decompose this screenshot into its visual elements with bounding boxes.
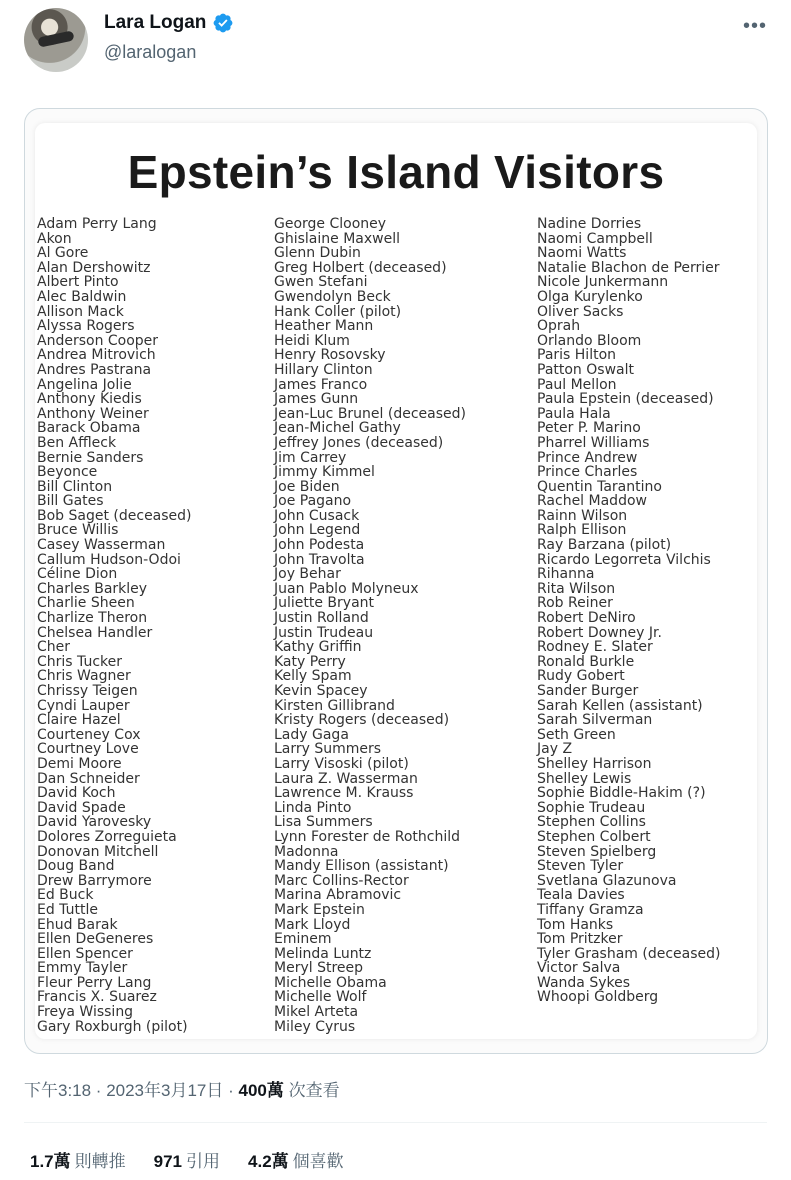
visitor-name: Madonna [274,843,339,860]
visitor-name: Prince Charles [537,464,638,481]
visitor-name: Jean-Luc Brunel (deceased) [274,405,466,422]
visitor-name: James Franco [274,376,368,393]
visitor-name: Linda Pinto [274,799,352,816]
visitor-name: Andres Pastrana [37,361,152,378]
visitor-name: Jeffrey Jones (deceased) [274,434,444,451]
visitor-name: Eminem [274,931,332,948]
visitor-name: Steven Spielberg [537,843,657,860]
visitor-name: Kelly Spam [274,668,352,685]
visitor-name: Juan Pablo Molyneux [274,580,419,597]
visitor-name: Mark Epstein [274,901,365,918]
visitor-name: Rudy Gobert [537,668,625,685]
visitor-name: George Clooney [274,216,387,232]
visitor-name: Andrea Mitrovich [37,347,156,364]
quotes-stat[interactable] [154,1147,220,1172]
likes-count: 4.2萬 [248,1152,289,1171]
visitor-name: Rachel Maddow [537,493,647,510]
visitor-name: Sophie Biddle-Hakim (?) [537,785,706,802]
visitor-name: Charles Barkley [37,580,148,597]
visitor-name: Rihanna [537,566,595,583]
visitor-name: Bernie Sanders [37,449,144,466]
author-handle[interactable]: @laralogan [104,42,197,62]
visitor-name: Rita Wilson [537,580,616,597]
visitor-name: Sarah Silverman [537,712,653,729]
visitor-name: Fleur Perry Lang [37,974,152,991]
visitor-name: Akon [37,230,72,247]
visitor-name: Lawrence M. Krauss [274,785,414,802]
visitor-name: John Podesta [274,537,365,554]
visitor-name: Sophie Trudeau [537,799,646,816]
visitor-name: Orlando Bloom [537,332,642,349]
visitor-name: Anthony Kiedis [37,391,142,408]
visitor-name: Jean-Michel Gathy [274,420,401,437]
visitor-name: Steven Tyler [537,858,624,875]
visitor-name: Marina Abramovic [274,887,402,904]
timestamp[interactable]: 下午3:18 · 2023年3月17日 · [24,1081,239,1100]
visitor-name: Alan Dershowitz [37,259,151,276]
visitor-name: Chelsea Handler [37,624,153,641]
visitor-name: Rob Reiner [537,595,613,612]
visitor-name: Claire Hazel [37,712,121,729]
visitor-name: Shelley Lewis [537,770,632,787]
visitor-name: Tom Hanks [537,916,614,933]
visitor-name: Dan Schneider [37,770,140,787]
visitor-name: Lisa Summers [274,814,373,831]
likes-stat[interactable] [248,1147,344,1172]
quotes-count: 971 [153,1152,183,1171]
visitor-name: Ray Barzana (pilot) [537,537,672,554]
visitor-name: Tom Pritzker [537,931,623,948]
visitor-name: Albert Pinto [37,274,119,291]
visitor-name: Hillary Clinton [274,361,373,378]
visitor-name: Mandy Ellison (assistant) [274,858,449,875]
visitor-name: Katy Perry [274,653,346,670]
visitor-name: Ellen Spencer [37,945,133,962]
names-column-2 [274,217,466,1034]
visitor-name: Alyssa Rogers [37,318,135,335]
visitor-name: Seth Green [537,726,616,743]
visitor-name: Lady Gaga [274,726,349,743]
visitor-name: Glenn Dubin [274,245,361,262]
visitor-name: Donovan Mitchell [37,843,159,860]
visitor-name: Céline Dion [37,566,118,583]
visitor-name: Chris Wagner [37,668,131,685]
visitor-name: Justin Rolland [274,610,369,627]
visitor-name: Henry Rosovsky [274,347,386,364]
visitor-name: Paula Epstein (deceased) [537,391,714,408]
visitor-name: Bob Saget (deceased) [37,507,192,524]
visitor-name: Melinda Luntz [274,945,372,962]
visitor-name: Lynn Forester de Rothchild [274,828,460,845]
likes-label: 個喜歡 [292,1152,344,1171]
visitor-name: Gwen Stefani [274,274,368,291]
visitor-name: Courteney Cox [37,726,141,743]
visitor-name: Marc Collins-Rector [274,872,409,889]
visitor-name: Kristy Rogers (deceased) [274,712,450,729]
visitor-name: Paris Hilton [537,347,617,364]
visitor-name: Whoopi Goldberg [537,989,659,1006]
visitor-name: Ralph Ellison [537,522,627,539]
visitor-name: Naomi Campbell [537,230,653,247]
visitor-name: Joe Biden [274,478,340,495]
visitor-name: Courtney Love [37,741,139,758]
retweets-stat[interactable] [30,1147,126,1172]
avatar[interactable] [24,8,88,72]
visitor-name: Alec Baldwin [37,288,127,305]
visitor-name: Michelle Wolf [274,989,367,1006]
visitor-name: John Travolta [274,551,365,568]
visitor-name: Shelley Harrison [537,755,652,772]
image-title: Epstein’s Island Visitors [127,146,665,198]
visitor-name: Larry Visoski (pilot) [274,755,409,772]
verified-badge-icon [212,12,234,34]
visitor-name: Hank Coller (pilot) [274,303,402,320]
retweets-label: 則轉推 [74,1152,126,1171]
visitor-name: Angelina Jolie [37,376,132,393]
visitor-name: John Legend [274,522,361,539]
visitor-name: Prince Andrew [537,449,638,466]
visitor-name: Barack Obama [37,420,141,437]
tweet-image[interactable] [24,108,768,1054]
visitor-name: Bill Gates [37,493,104,510]
divider [24,1122,767,1123]
engagement-stats [30,1147,344,1172]
visitor-name: David Koch [37,785,116,802]
visitor-name: Kevin Spacey [274,683,368,699]
visitor-name: Patton Oswalt [537,361,634,378]
visitor-name: Emmy Tayler [37,960,128,977]
visitor-name: Kirsten Gillibrand [274,697,395,714]
more-icon[interactable]: ••• [743,14,768,37]
visitor-name: Quentin Tarantino [537,478,662,495]
visitor-name: Peter P. Marino [537,420,641,437]
visitor-name: Larry Summers [274,741,382,758]
retweets-count: 1.7萬 [30,1152,71,1171]
visitor-name: Beyonce [37,464,98,481]
visitor-name: Al Gore [37,245,89,262]
visitor-name: John Cusack [274,507,360,524]
visitor-name: Svetlana Glazunova [537,872,677,889]
visitor-name: Dolores Zorreguieta [37,828,177,845]
visitor-name: Gary Roxburgh (pilot) [37,1018,188,1035]
view-count: 400萬 [238,1081,284,1100]
visitor-name: Meryl Streep [274,960,364,977]
visitor-name: Anthony Weiner [37,405,149,422]
visitor-name: Heidi Klum [274,332,350,349]
visitor-name: Justin Trudeau [274,624,374,641]
visitor-name: Sarah Kellen (assistant) [537,697,703,714]
visitor-name: Gwendolyn Beck [274,288,391,305]
visitor-name: David Yarovesky [37,814,152,831]
visitor-name: Freya Wissing [37,1004,134,1021]
visitor-name: Francis X. Suarez [37,989,157,1006]
author-name[interactable]: Lara Logan [104,12,207,33]
visitor-name: Charlie Sheen [37,595,135,612]
visitor-name: Chrissy Teigen [37,683,138,699]
view-label: 次查看 [283,1081,340,1100]
visitor-name: Callum Hudson-Odoi [37,551,181,568]
visitor-name: Demi Moore [37,755,122,772]
visitor-name: Robert Downey Jr. [537,624,662,641]
visitor-name: Greg Holbert (deceased) [274,259,447,276]
visitor-name: Cyndi Lauper [37,697,130,714]
visitor-name: Kathy Griffin [274,639,362,656]
visitor-name: Robert DeNiro [537,610,636,627]
tweet-meta [24,1076,340,1101]
visitor-name: Olga Kurylenko [537,288,643,305]
visitor-name: Casey Wasserman [37,537,166,554]
visitor-name: Laura Z. Wasserman [274,770,418,787]
visitor-name: Cher [37,639,71,656]
visitor-name: Allison Mack [37,303,124,320]
visitor-name: Ricardo Legorreta Vilchis [537,551,711,568]
names-column-3 [537,217,721,1005]
visitor-name: David Spade [37,799,126,816]
visitor-name: Jim Carrey [274,449,347,466]
image-content [35,123,757,1039]
visitor-name: Ben Affleck [37,434,117,451]
names-column-1 [37,217,192,1034]
visitor-name: Mark Lloyd [274,916,351,933]
visitor-name: Doug Band [37,858,115,875]
visitor-name: Paula Hala [537,405,611,422]
visitor-name: Oliver Sacks [537,303,624,320]
visitor-name: Charlize Theron [37,610,148,627]
quotes-label: 引用 [186,1152,221,1171]
visitor-name: James Gunn [274,391,359,408]
visitor-name: Ghislaine Maxwell [274,230,400,247]
visitor-name: Oprah [537,318,581,335]
visitor-name: Miley Cyrus [274,1018,356,1035]
visitor-name: Anderson Cooper [37,332,159,349]
visitor-name: Nadine Dorries [537,216,642,232]
visitor-name: Victor Salva [537,960,621,977]
visitor-name: Bruce Willis [37,522,119,539]
visitor-name: Tiffany Gramza [537,901,644,918]
author-row [104,12,234,34]
visitor-name: Joe Pagano [274,493,352,510]
visitor-name: Mikel Arteta [274,1004,359,1021]
visitor-name: Juliette Bryant [274,595,375,612]
visitor-name: Sander Burger [537,683,639,699]
visitor-name: Paul Mellon [537,376,617,393]
visitor-name: Stephen Collins [537,814,646,831]
visitor-name: Natalie Blachon de Perrier [537,259,720,276]
visitor-name: Jay Z [537,741,573,758]
visitor-name: Bill Clinton [37,478,113,495]
visitor-name: Jimmy Kimmel [274,464,375,481]
visitor-name: Ronald Burkle [537,653,635,670]
visitor-name: Joy Behar [274,566,341,583]
visitor-name: Nicole Junkermann [537,274,669,291]
visitor-name: Ellen DeGeneres [37,931,154,948]
visitor-name: Michelle Obama [274,974,387,991]
visitor-name: Ed Tuttle [37,901,98,918]
visitor-name: Naomi Watts [537,245,627,262]
visitor-name: Adam Perry Lang [37,216,157,232]
visitor-name: Tyler Grasham (deceased) [537,945,721,962]
visitor-name: Pharrel Williams [537,434,650,451]
visitor-name: Ed Buck [37,887,94,904]
visitor-name: Chris Tucker [37,653,123,670]
visitor-name: Rodney E. Slater [537,639,653,656]
visitor-name: Wanda Sykes [537,974,631,991]
visitor-name: Heather Mann [274,318,374,335]
visitor-name: Rainn Wilson [537,507,628,524]
visitor-name: Drew Barrymore [37,872,152,889]
visitor-name: Ehud Barak [37,916,118,933]
visitor-name: Stephen Colbert [537,828,651,845]
visitor-name: Teala Davies [537,887,625,904]
